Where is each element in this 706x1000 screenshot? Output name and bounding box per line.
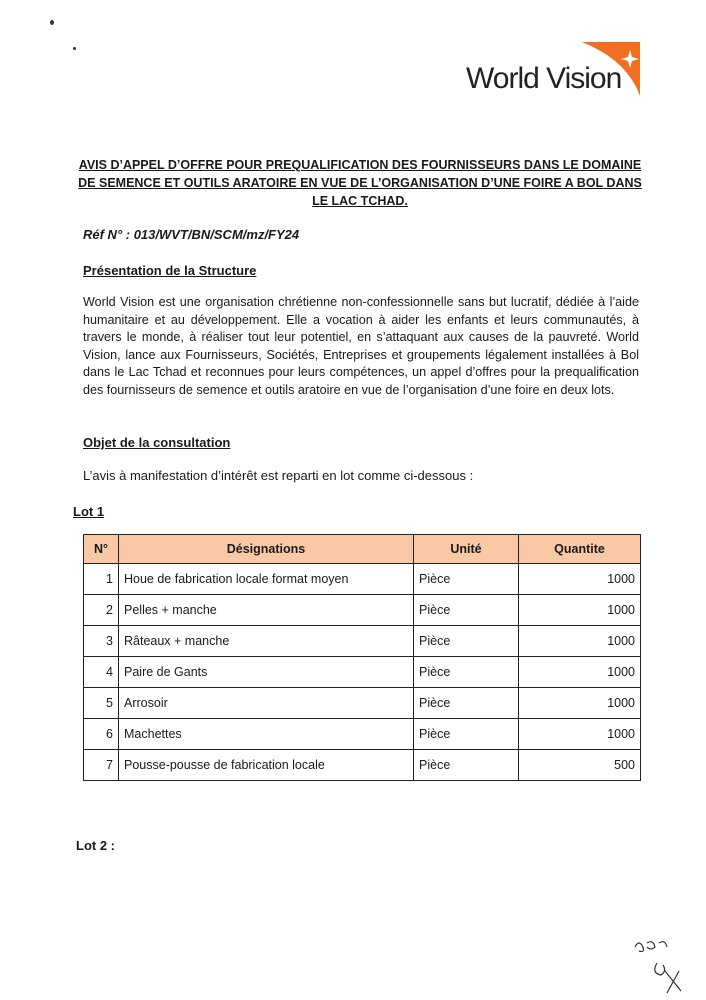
row-designation: Paire de Gants bbox=[119, 657, 414, 688]
row-quantity: 1000 bbox=[519, 657, 641, 688]
row-num: 2 bbox=[84, 595, 119, 626]
row-designation: Pousse-pousse de fabrication locale bbox=[119, 750, 414, 781]
row-unit: Pièce bbox=[414, 564, 519, 595]
row-num: 4 bbox=[84, 657, 119, 688]
structure-paragraph: World Vision est une organisation chrétienne non-confessionnelle sans but lucratif, dédiée à l’aide humanitaire et au développement. Elle a vocation à aider les enfants et leurs communautés, à travers le monde, à réaliser tout leur potentiel, en s’attaquant aux causes de la pauvreté. World Vision, lance aux Fournisseurs, Sociétés, Entreprises et groupements légalement installées à Bol dans le Lac Tchad et reconnues pour leurs compétences, un appel d’offres pour la prequalification des fournisseurs de semence et outils aratoire en vue de l’organisation d’une foire en deux lots. bbox=[83, 295, 639, 397]
header-quantity: Quantite bbox=[519, 535, 641, 564]
logo-text: World Vision bbox=[466, 62, 622, 95]
header-unit: Unité bbox=[414, 535, 519, 564]
lot1-label: Lot 1 bbox=[73, 504, 105, 519]
row-quantity: 1000 bbox=[519, 626, 641, 657]
row-designation: Machettes bbox=[119, 719, 414, 750]
row-quantity: 1000 bbox=[519, 564, 641, 595]
row-designation: Râteaux + manche bbox=[119, 626, 414, 657]
lot2-label: Lot 2 : bbox=[76, 838, 115, 853]
row-unit: Pièce bbox=[414, 688, 519, 719]
row-num: 7 bbox=[84, 750, 119, 781]
scan-artifact bbox=[73, 47, 76, 50]
table-row bbox=[84, 626, 641, 657]
row-designation: Arrosoir bbox=[119, 688, 414, 719]
intro-text: L’avis à manifestation d’intérêt est reparti en lot comme ci-dessous : bbox=[83, 468, 474, 483]
row-unit: Pièce bbox=[414, 595, 519, 626]
row-quantity: 1000 bbox=[519, 719, 641, 750]
lot1-table bbox=[83, 534, 641, 781]
header-designation: Désignations bbox=[119, 535, 414, 564]
reference-number: Réf N° : 013/WVT/BN/SCM/mz/FY24 bbox=[83, 227, 300, 242]
header-num: N° bbox=[84, 535, 119, 564]
row-unit: Pièce bbox=[414, 719, 519, 750]
section-heading-objet: Objet de la consultation bbox=[83, 435, 231, 450]
scan-artifact bbox=[50, 20, 54, 25]
row-num: 5 bbox=[84, 688, 119, 719]
handwritten-initials bbox=[625, 935, 695, 995]
row-quantity: 500 bbox=[519, 750, 641, 781]
table-row bbox=[84, 719, 641, 750]
table-row bbox=[84, 688, 641, 719]
row-num: 3 bbox=[84, 626, 119, 657]
section-heading-structure: Présentation de la Structure bbox=[83, 263, 257, 278]
row-num: 6 bbox=[84, 719, 119, 750]
row-quantity: 1000 bbox=[519, 688, 641, 719]
world-vision-logo bbox=[462, 40, 647, 102]
table-row bbox=[84, 564, 641, 595]
table-row bbox=[84, 595, 641, 626]
row-num: 1 bbox=[84, 564, 119, 595]
row-quantity: 1000 bbox=[519, 595, 641, 626]
row-unit: Pièce bbox=[414, 626, 519, 657]
row-unit: Pièce bbox=[414, 750, 519, 781]
table-row bbox=[84, 750, 641, 781]
row-designation: Houe de fabrication locale format moyen bbox=[119, 564, 414, 595]
row-designation: Pelles + manche bbox=[119, 595, 414, 626]
table-header-row bbox=[84, 535, 641, 564]
table-row bbox=[84, 657, 641, 688]
notice-title: AVIS D’APPEL D’OFFRE POUR PREQUALIFICATION DES FOURNISSEURS DANS LE DOMAINE DE SEMENCE ET OUTILS ARATOIRE EN VUE DE L’ORGANISATION D’UNE FOIRE A BOL DANS LE LAC TCHAD. bbox=[78, 158, 642, 208]
row-unit: Pièce bbox=[414, 657, 519, 688]
